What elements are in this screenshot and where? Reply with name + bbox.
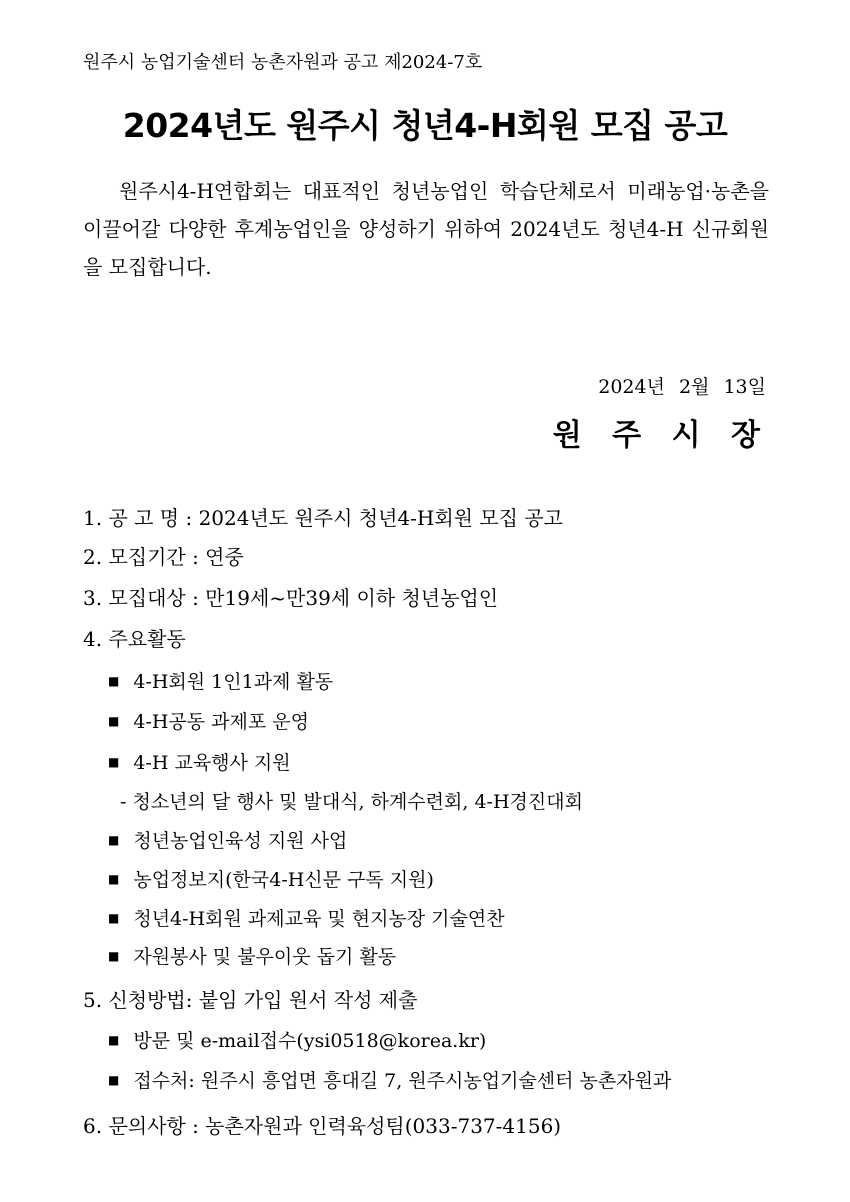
section-activities: 4. 주요활동: [83, 627, 186, 651]
section-title-name: 1. 공 고 명 : 2024년도 원주시 청년4-H회원 모집 공고: [83, 506, 563, 530]
activity-sub-item: - 청소년의 달 행사 및 발대식, 하계수련회, 4-H경진대회: [120, 787, 583, 814]
activity-item: ■ 청년농업인육성 지원 사업: [108, 826, 347, 853]
signatory: 원 주 시 장: [552, 418, 770, 453]
notice-date: 2024년 2월 13일: [598, 376, 766, 398]
section-contact: 6. 문의사항 : 농촌자원과 인력육성팀(033-737-4156): [83, 1114, 562, 1138]
intro-paragraph: 원주시4-H연합회는 대표적인 청년농업인 학습단체로서 미래농업·농촌을 이끌어갈 다양한 후계농업인을 양성하기 위하여 2024년도 청년4-H 신규회원을 모집합니다.: [83, 179, 769, 279]
activity-item: ■ 4-H 교육행사 지원: [108, 748, 291, 775]
notice-number: 원주시 농업기술센터 농촌자원과 공고 제2024-7호: [83, 52, 483, 73]
section-target: 3. 모집대상 : 만19세~만39세 이하 청년농업인: [83, 586, 499, 610]
application-item: ■ 접수처: 원주시 흥업면 흥대길 7, 원주시농업기술센터 농촌자원과: [108, 1066, 671, 1093]
page-title: 2024년도 원주시 청년4-H회원 모집 공고: [122, 106, 728, 145]
application-item: ■ 방문 및 e-mail접수(ysi0518@korea.kr): [108, 1026, 486, 1053]
activity-item: ■ 4-H회원 1인1과제 활동: [108, 667, 333, 694]
activity-item: ■ 자원봉사 및 불우이웃 돕기 활동: [108, 942, 396, 969]
activity-item: ■ 4-H공동 과제포 운영: [108, 707, 309, 734]
section-application: 5. 신청방법: 붙임 가입 원서 작성 제출: [83, 988, 418, 1012]
activity-item: ■ 청년4-H회원 과제교육 및 현지농장 기술연찬: [108, 904, 505, 931]
activity-item: ■ 농업정보지(한국4-H신문 구독 지원): [108, 865, 434, 892]
section-period: 2. 모집기간 : 연중: [83, 545, 244, 569]
